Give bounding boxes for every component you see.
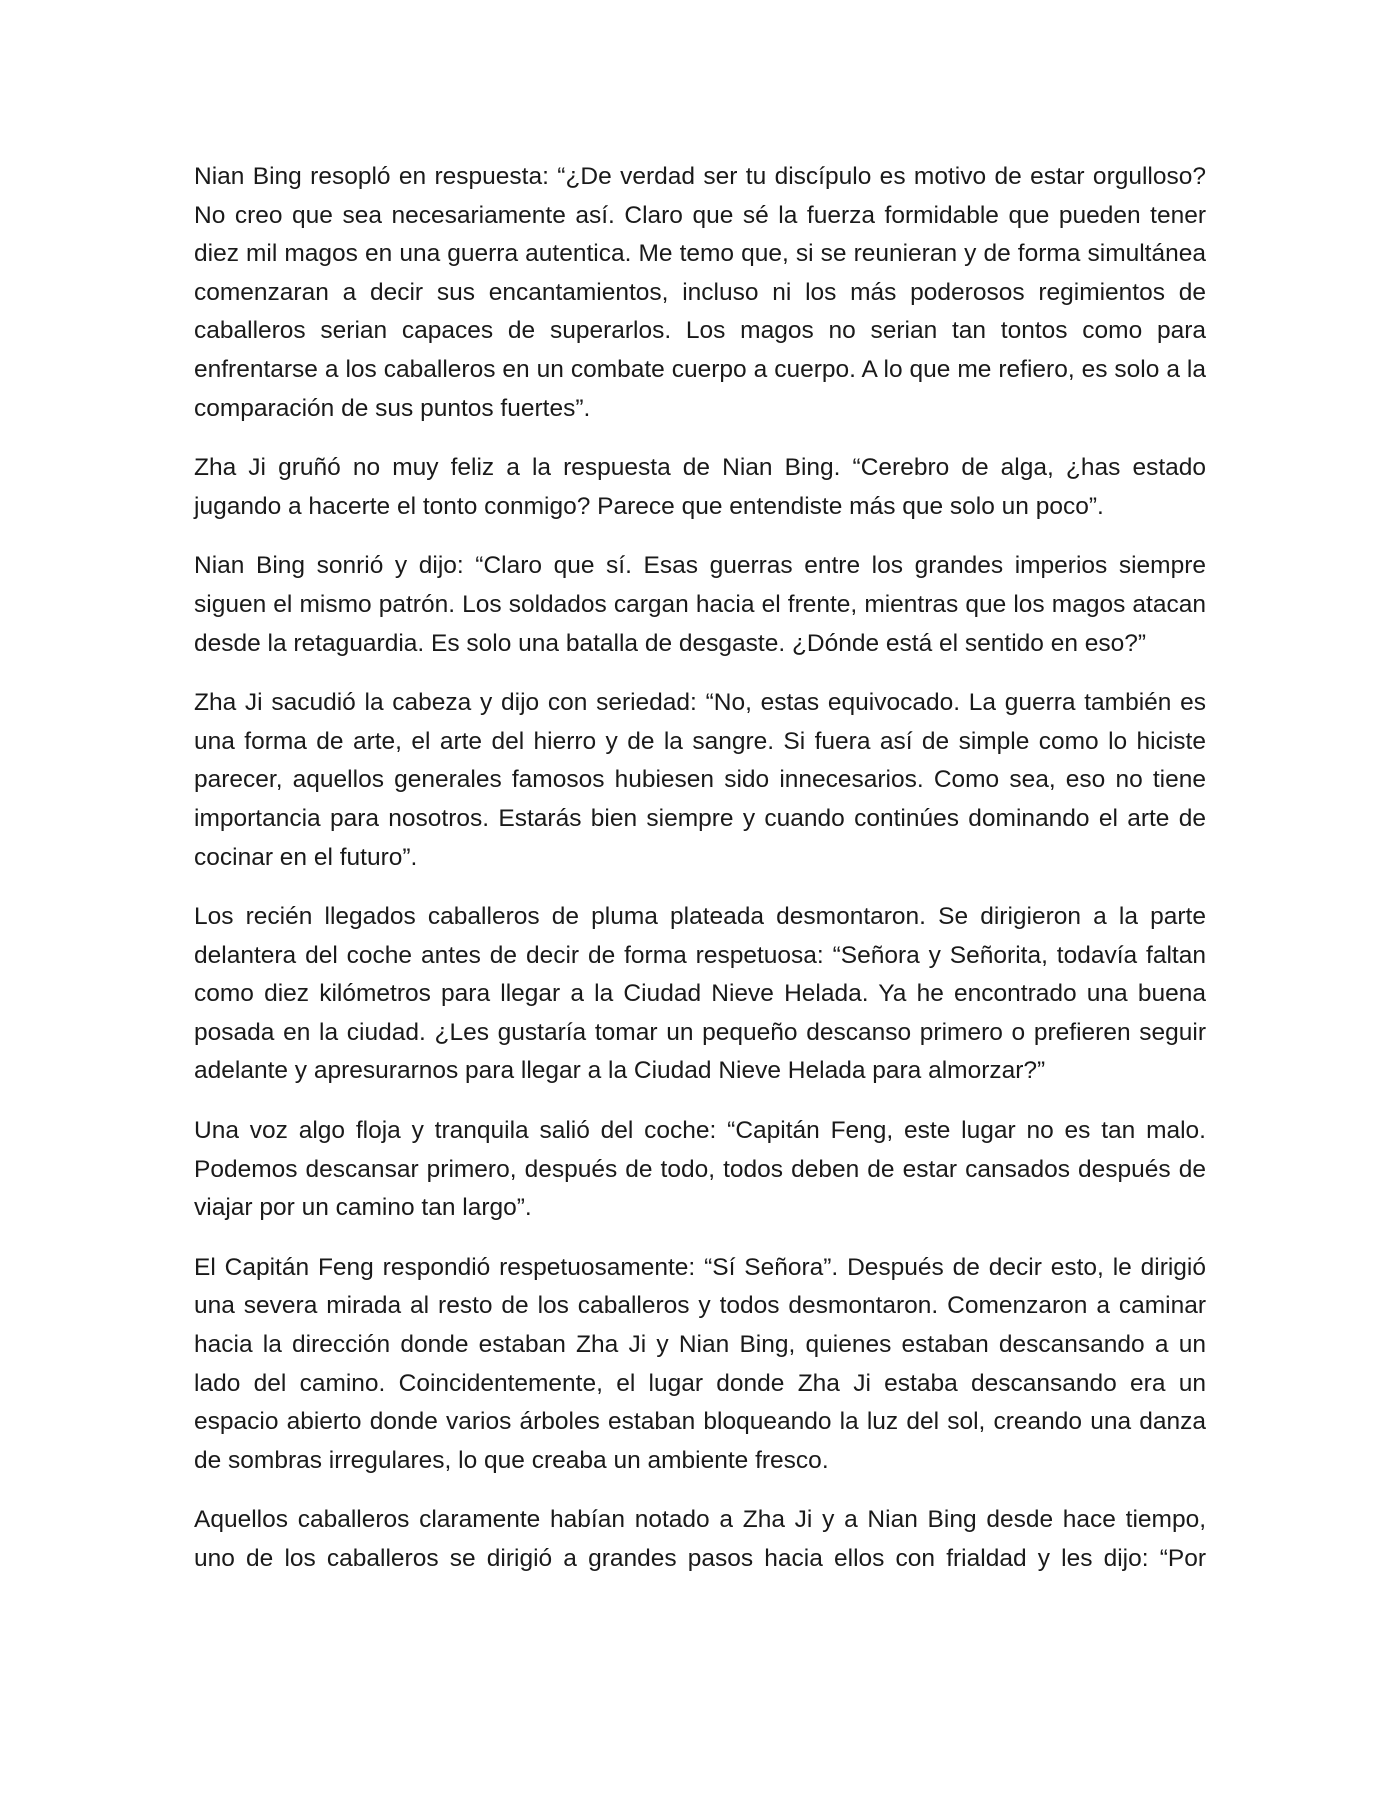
document-page [194, 158, 1206, 1600]
paragraph-1: Nian Bing resopló en respuesta: “¿De verdad ser tu discípulo es motivo de estar orgulloso? No creo que sea necesariamente así. Claro que sé la fuerza formidable que pueden tener diez mil magos en una guerra autentica. Me temo que, si se reunieran y de forma simultánea comenzaran a decir sus encantamientos, incluso ni los más poderosos regimientos de caballeros serian capaces de superarlos. Los magos no serian tan tontos como para enfrentarse a los caballeros en un combate cuerpo a cuerpo. A lo que me refiero, es solo a la comparación de sus puntos fuertes”. [194, 163, 1206, 422]
paragraph-7: El Capitán Feng respondió respetuosamente: “Sí Señora”. Después de decir esto, le dirigió una severa mirada al resto de los caballeros y todos desmontaron. Comenzaron a caminar hacia la dirección donde estaban Zha Ji y Nian Bing, quienes estaban descansando a un lado del camino. Coincidentemente, el lugar donde Zha Ji estaba descansando era un espacio abierto donde varios árboles estaban bloqueando la luz del sol, creando una danza de sombras irregulares, lo que creaba un ambiente fresco. [194, 1253, 1206, 1474]
paragraph-8: Aquellos caballeros claramente habían notado a Zha Ji y a Nian Bing desde hace tiempo, uno de los caballeros se dirigió a grandes pasos hacia ellos con frialdad y les dijo: “Por [194, 1506, 1206, 1572]
paragraph-3: Nian Bing sonrió y dijo: “Claro que sí. Esas guerras entre los grandes imperios siempre siguen el mismo patrón. Los soldados cargan hacia el frente, mientras que los magos atacan desde la retaguardia. Es solo una batalla de desgaste. ¿Dónde está el sentido en eso?” [194, 552, 1206, 657]
paragraph-6: Una voz algo floja y tranquila salió del coche: “Capitán Feng, este lugar no es tan malo. Podemos descansar primero, después de todo, todos deben de estar cansados después de viajar por un camino tan largo”. [194, 1117, 1206, 1222]
paragraph-4: Zha Ji sacudió la cabeza y dijo con seriedad: “No, estas equivocado. La guerra también es una forma de arte, el arte del hierro y de la sangre. Si fuera así de simple como lo hiciste parecer, aquellos generales famosos hubiesen sido innecesarios. Como sea, eso no tiene importancia para nosotros. Estarás bien siempre y cuando continúes dominando el arte de cocinar en el futuro”. [194, 689, 1206, 871]
paragraph-2: Zha Ji gruñó no muy feliz a la respuesta de Nian Bing. “Cerebro de alga, ¿has estado jugando a hacerte el tonto conmigo? Parece que entendiste más que solo un poco”. [194, 454, 1206, 520]
paragraph-5: Los recién llegados caballeros de pluma plateada desmontaron. Se dirigieron a la parte delantera del coche antes de decir de forma respetuosa: “Señora y Señorita, todavía faltan como diez kilómetros para llegar a la Ciudad Nieve Helada. Ya he encontrado una buena posada en la ciudad. ¿Les gustaría tomar un pequeño descanso primero o prefieren seguir adelante y apresurarnos para llegar a la Ciudad Nieve Helada para almorzar?” [194, 903, 1206, 1085]
